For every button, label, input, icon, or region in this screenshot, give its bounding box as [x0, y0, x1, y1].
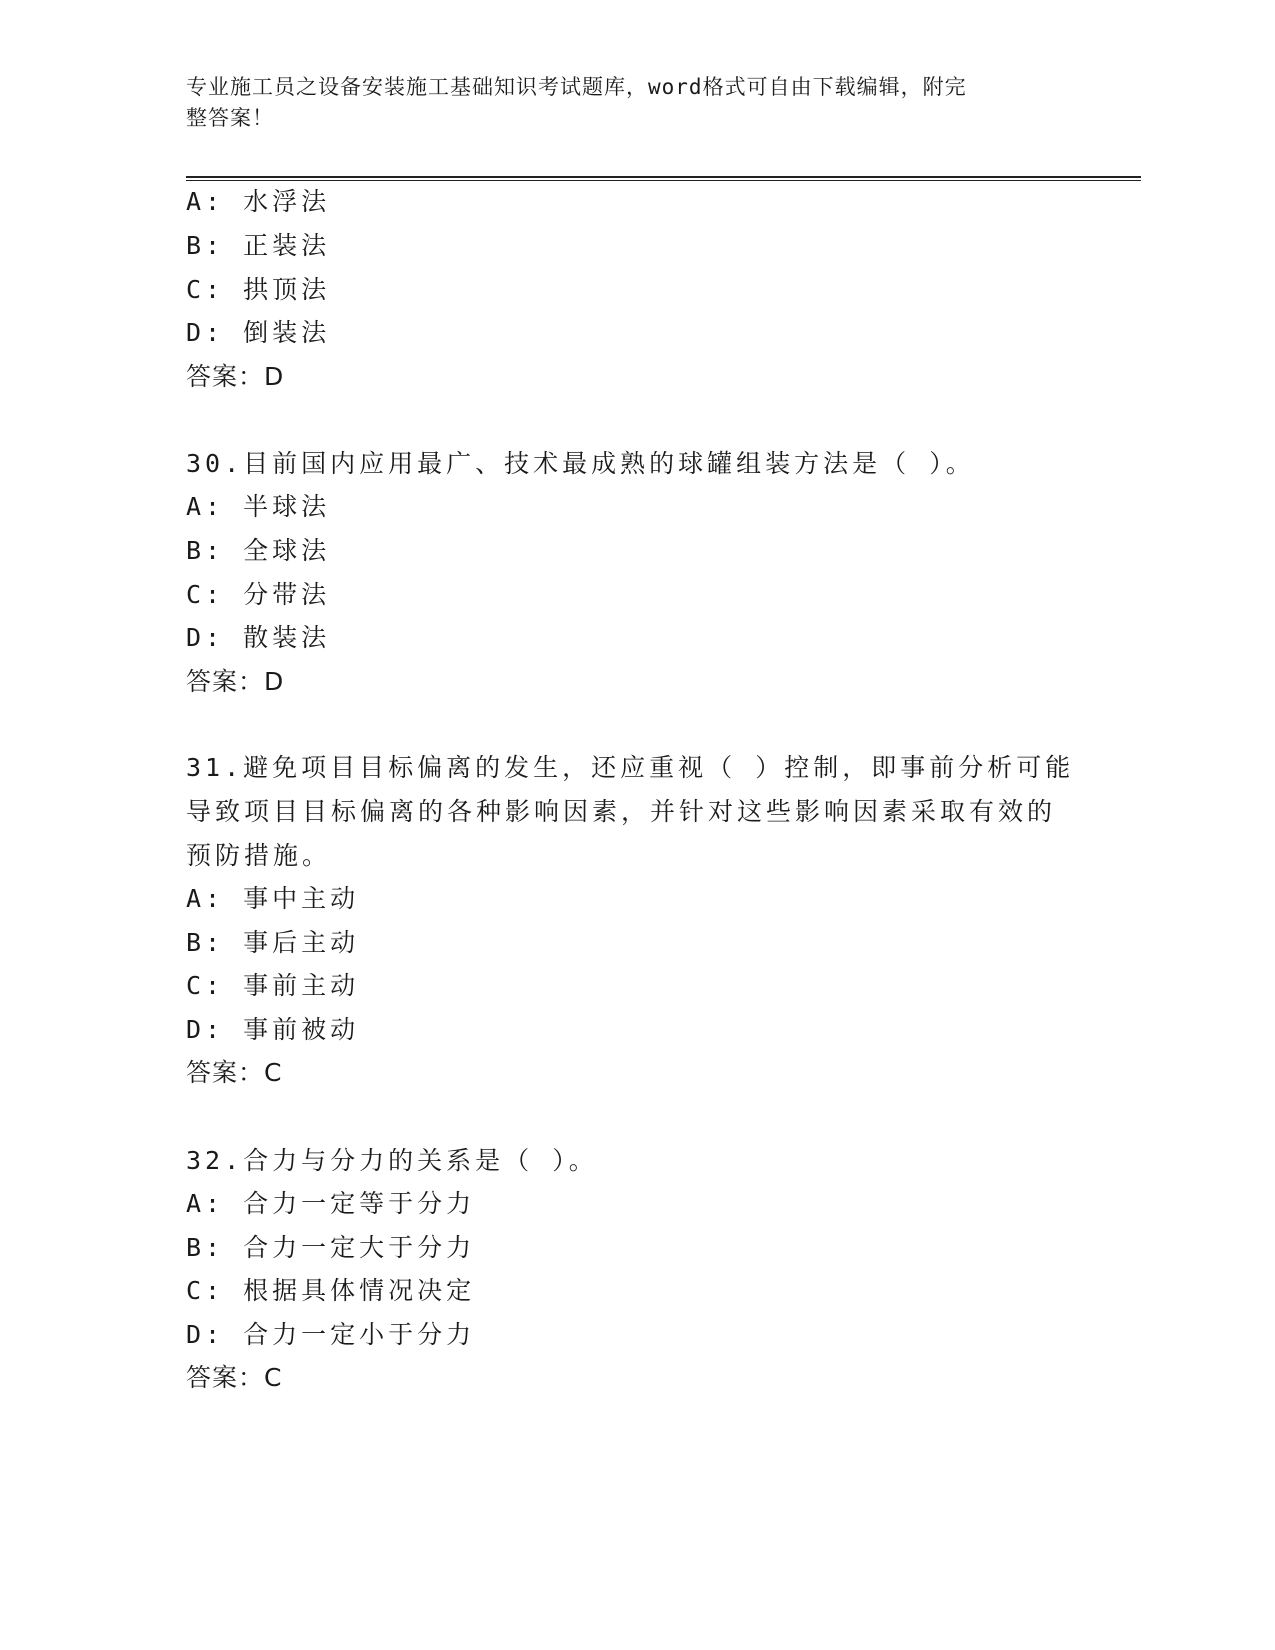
- q32-option-d: D: 合力一定小于分力: [186, 1320, 476, 1349]
- q32-option-b: B: 合力一定大于分力: [186, 1233, 476, 1262]
- q32-option-a: A: 合力一定等于分力: [186, 1189, 476, 1218]
- q31-option-b: B: 事后主动: [186, 928, 360, 957]
- header-divider: [186, 176, 1141, 181]
- q29-option-c: C: 拱顶法: [186, 275, 331, 304]
- header-line-2: 整答案！: [186, 106, 274, 130]
- q30-option-d: D: 散装法: [186, 623, 331, 652]
- q30-option-a: A: 半球法: [186, 492, 331, 521]
- q31-stem-line-3: 预防措施。: [186, 841, 332, 870]
- header-line-1: 专业施工员之设备安装施工基础知识考试题库，word格式可自由下载编辑，附完: [186, 75, 967, 99]
- q31-option-c: C: 事前主动: [186, 971, 360, 1000]
- q31-stem-line-2: 导致项目目标偏离的各种影响因素，并针对这些影响因素采取有效的: [186, 797, 1057, 826]
- q30-answer: 答案：D: [186, 667, 285, 696]
- document-header: [186, 72, 1066, 134]
- q32-answer: 答案：C: [186, 1363, 283, 1392]
- q32-stem: 32.合力与分力的关系是（ ）。: [186, 1146, 598, 1175]
- q29-option-d: D: 倒装法: [186, 318, 331, 347]
- q32-option-c: C: 根据具体情况决定: [186, 1276, 476, 1305]
- q29-option-a: A: 水浮法: [186, 187, 331, 216]
- q29-option-b: B: 正装法: [186, 231, 331, 260]
- q31-option-a: A: 事中主动: [186, 884, 360, 913]
- q31-answer: 答案：C: [186, 1058, 283, 1087]
- q31-option-d: D: 事前被动: [186, 1015, 360, 1044]
- q30-stem: 30.目前国内应用最广、技术最成熟的球罐组装方法是（ ）。: [186, 449, 975, 478]
- q30-option-b: B: 全球法: [186, 536, 331, 565]
- q30-option-c: C: 分带法: [186, 580, 331, 609]
- q31-stem-line-1: 31.避免项目目标偏离的发生，还应重视（ ）控制，即事前分析可能: [186, 753, 1075, 782]
- q29-answer: 答案：D: [186, 362, 285, 391]
